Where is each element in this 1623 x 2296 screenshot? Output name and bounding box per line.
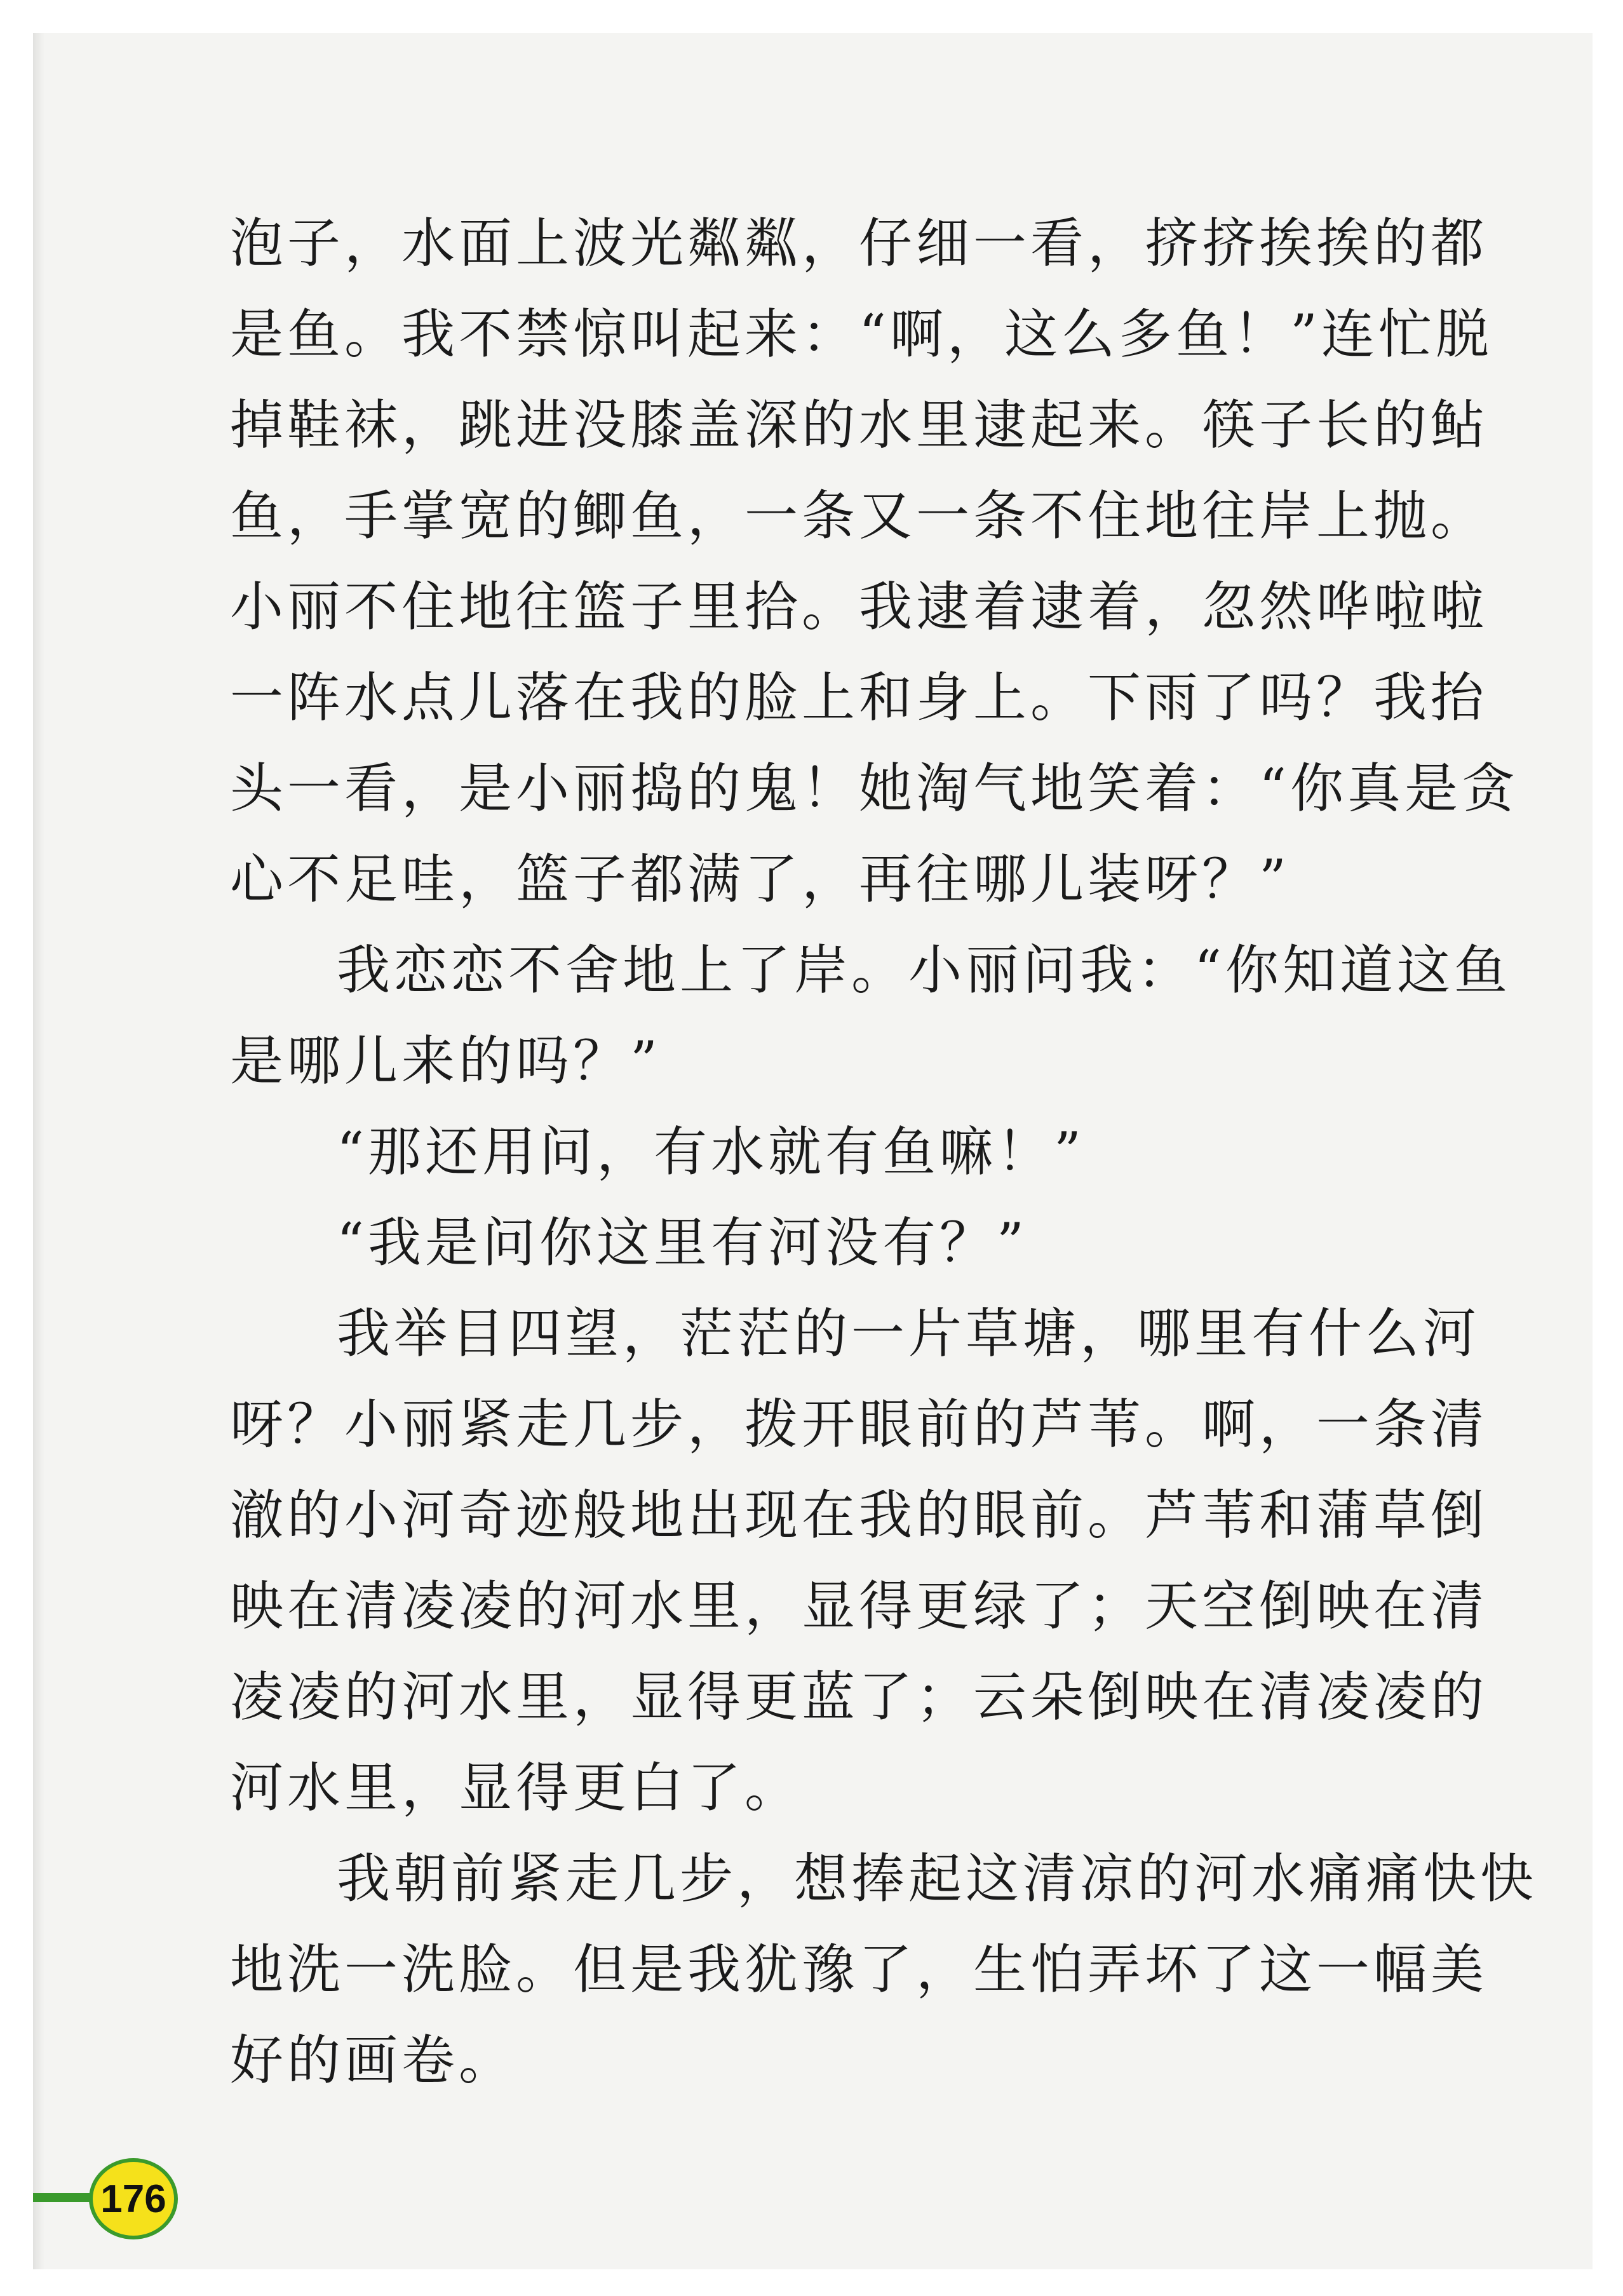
paragraph-reply-fish: “那还用问，有水就有鱼嘛！”	[337, 1121, 1085, 1183]
paragraph-question-river: “我是问你这里有河没有？”	[337, 1212, 1028, 1274]
paragraph-fishing: 泡子，水面上波光粼粼，仔细一看，挤挤挨挨的都是鱼。我不禁惊叫起来：“啊，这么多鱼！”连忙脱掉鞋袜，跳进没膝盖深的水里逮起来。筷子长的鲇鱼，手掌宽的鲫鱼，一条又一条不住地往岸上抛。小丽不住地往篮子里拾。我逮着逮着，忽然哗啦啦一阵水点儿落在我的脸上和身上。下雨了吗？我抬头一看，是小丽捣的鬼！她淘气地笑着：“你真是贪心不足哇，篮子都满了，再往哪儿装呀？”	[230, 212, 1519, 910]
paragraph-river-appears: 我举目四望，茫茫的一片草塘，哪里有什么河呀？小丽紧走几步，拨开眼前的芦苇。啊，一条清澈的小河奇迹般地出现在我的眼前。芦苇和蒲草倒映在清凌凌的河水里，显得更绿了；天空倒映在清凌凌的河水里，显得更蓝了；云朵倒映在清凌凌的河水里，显得更白了。	[230, 1302, 1488, 1819]
textbook-page	[33, 33, 1593, 2269]
page-number-badge	[89, 2158, 178, 2239]
page-number: 176	[100, 2177, 166, 2221]
story-text	[230, 198, 1539, 2106]
paragraph-leave-shore: 我恋恋不舍地上了岸。小丽问我：“你知道这鱼是哪儿来的吗？”	[230, 939, 1511, 1092]
paragraph-hesitate: 我朝前紧走几步，想捧起这清凉的河水痛痛快快地洗一洗脸。但是我犹豫了，生怕弄坏了这一幅美好的画卷。	[230, 1847, 1538, 2091]
page-edge-shadow	[33, 33, 44, 2269]
